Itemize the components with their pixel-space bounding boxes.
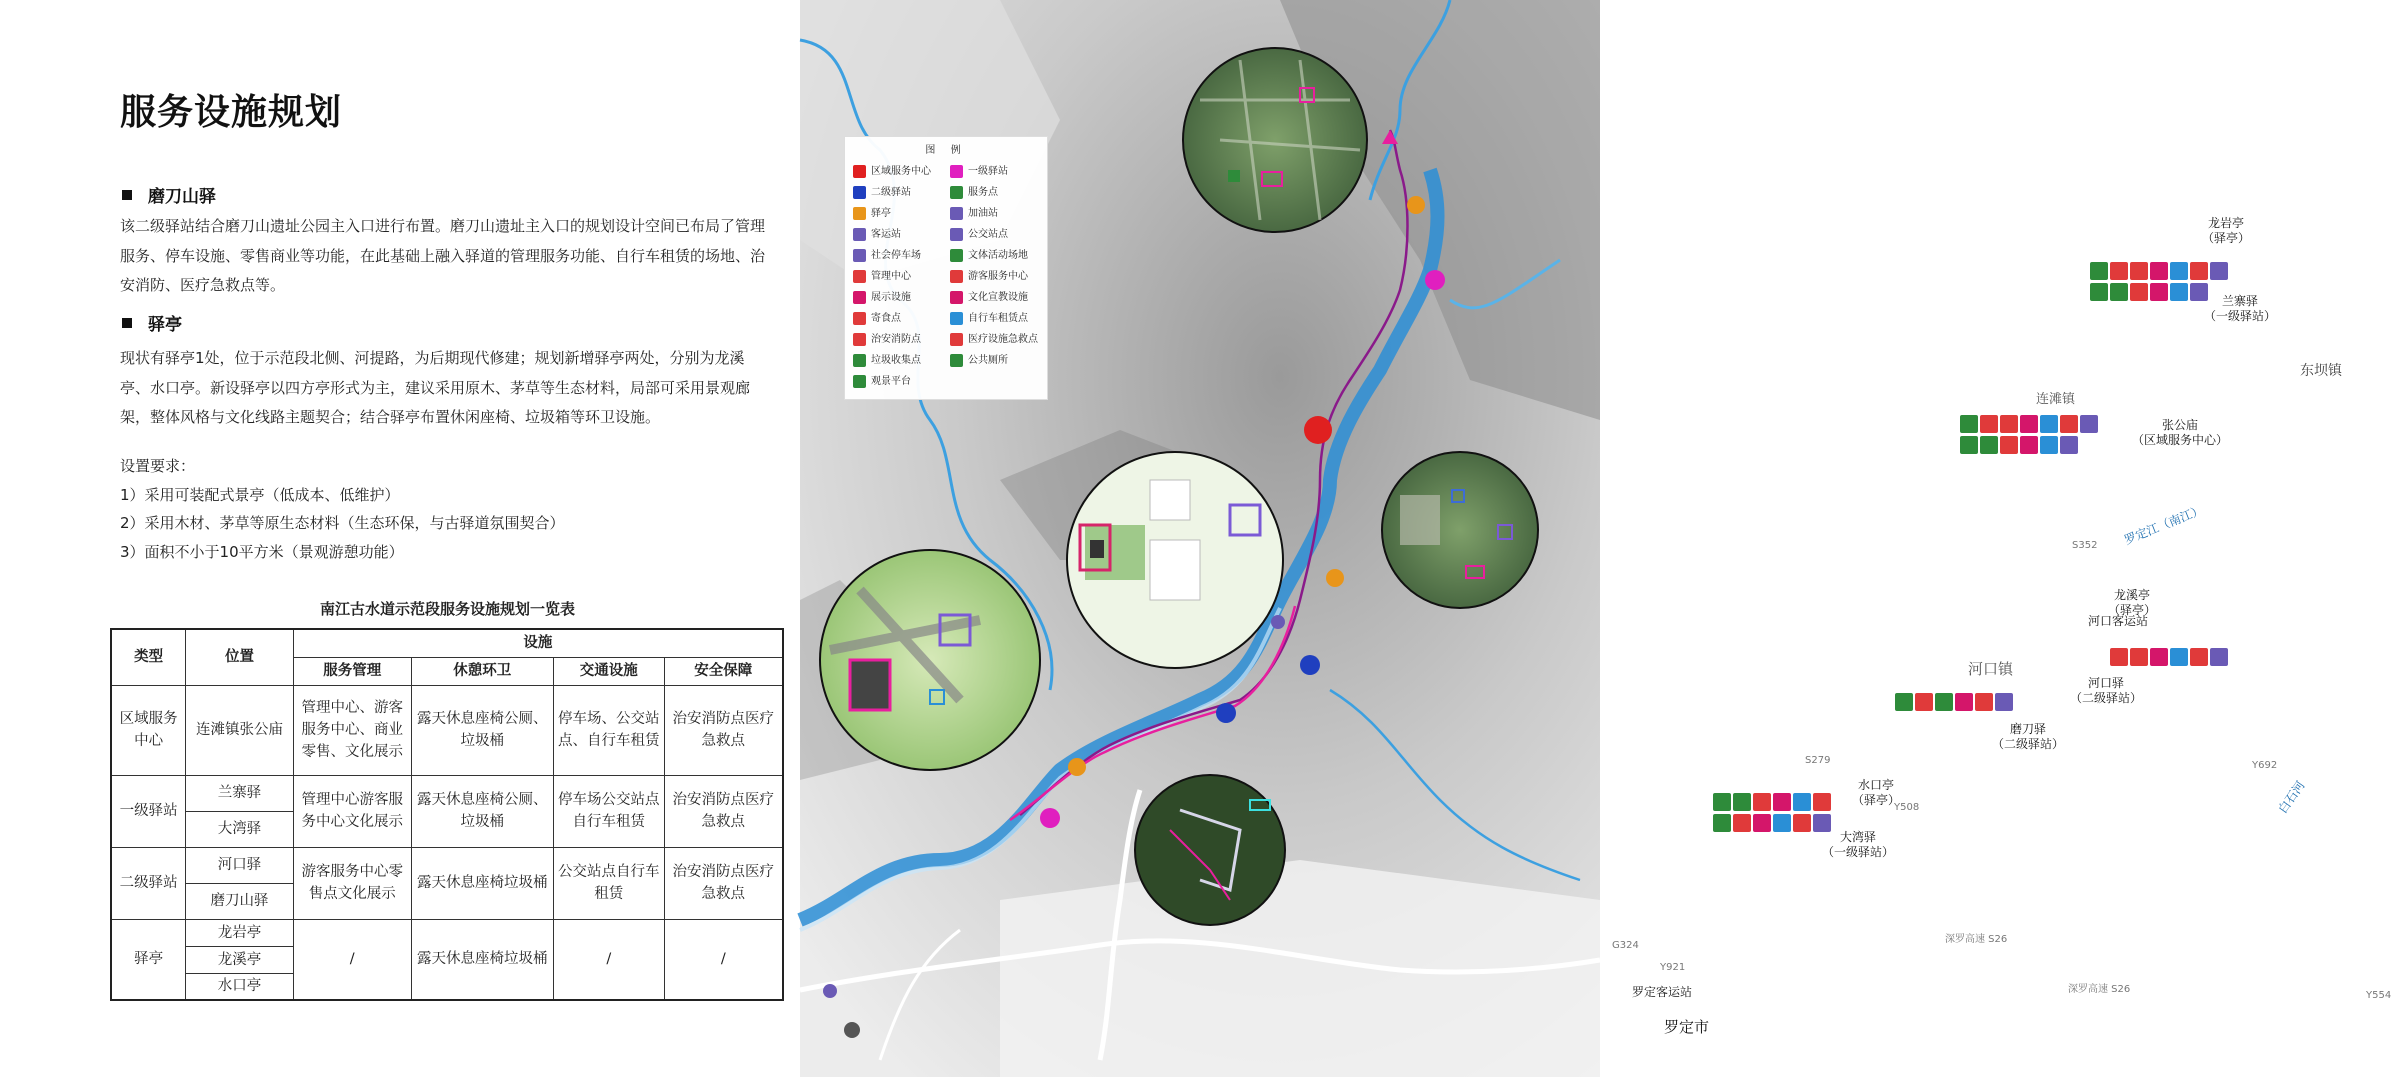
cell-mgmt: / (293, 919, 411, 1000)
label-luoding: 罗定市 (1664, 1018, 1710, 1036)
bullet-square-icon (122, 190, 132, 200)
label-longxi: 龙溪亭 （驿亭） (2108, 588, 2157, 617)
sports-venue-icon (950, 249, 963, 262)
bus-stop-icon (950, 228, 963, 241)
cell-traffic: 停车场公交站点自行车租赁 (553, 775, 664, 847)
culture-education-icon (950, 291, 963, 304)
cell-safety: 治安消防点医疗急救点 (664, 685, 783, 775)
service-icons-modao (1895, 693, 2013, 711)
requirements-list (120, 452, 565, 566)
cell-traffic: / (553, 919, 664, 1000)
gas-station-icon (950, 207, 963, 220)
label-lanzhai: 兰寨驿 （一级驿站） (2204, 294, 2277, 323)
legend-item: 服务点 (950, 183, 998, 199)
security-fire-icon (853, 333, 866, 346)
cell-location: 龙岩亭 (186, 919, 294, 946)
label-dongba: 东坝镇 (2300, 363, 2342, 379)
legend-title: 图 例 (925, 145, 967, 156)
bullet-square-icon (122, 318, 132, 328)
bus-terminal-icon (853, 228, 866, 241)
header-facilities: 设施 (293, 629, 783, 657)
bike-rental-icon (950, 312, 963, 325)
cell-type: 二级驿站 (111, 847, 186, 919)
service-icons-dawan (1713, 793, 1831, 811)
cell-mgmt: 游客服务中心零售点文化展示 (293, 847, 411, 919)
label-road: 深罗高速 S26 (2068, 984, 2131, 995)
food-point-icon (853, 312, 866, 325)
header-safety: 安全保障 (664, 657, 783, 685)
label-dawan: 大湾驿 （一级驿站） (1822, 830, 1895, 859)
cell-location: 兰寨驿 (186, 775, 294, 811)
detail-circle-south (1135, 775, 1285, 925)
cell-rest: 露天休息座椅公厕、垃圾桶 (411, 775, 553, 847)
cell-location: 河口驿 (186, 847, 294, 883)
legend-item: 客运站 (853, 225, 901, 241)
cell-type: 区域服务中心 (111, 685, 186, 775)
table-row (111, 685, 783, 775)
service-icons-lanzhai (2090, 283, 2208, 301)
service-icons-zhanggong (1960, 436, 2078, 454)
cell-location: 大湾驿 (186, 811, 294, 847)
cell-rest: 露天休息座椅垃圾桶 (411, 919, 553, 1000)
cell-mgmt: 管理中心、游客服务中心、商业零售、文化展示 (293, 685, 411, 775)
service-icons-zhanggong (1960, 415, 2098, 433)
section-text-pavilion: 现状有驿亭1处，位于示范段北侧、河提路，为后期现代修建；规划新增驿亭两处，分别为龙溪亭、水口亭。新设驿亭以四方亭形式为主，建议采用原木、茅草等生态材料，局部可采用景观廊架，整体风格与文化线路主题契合；结合驿亭布置休闲座椅、垃圾箱等环卫设施。 (120, 349, 751, 426)
map-legend (844, 136, 1048, 400)
service-icons-dawan (1713, 814, 1831, 832)
legend-item: 文化宣教设施 (950, 288, 1028, 304)
legend-item: 医疗设施急救点 (950, 330, 1038, 346)
cell-rest: 露天休息座椅垃圾桶 (411, 847, 553, 919)
label-road: Y554 (2366, 990, 2391, 1001)
header-mgmt: 服务管理 (293, 657, 411, 685)
legend-item: 治安消防点 (853, 330, 921, 346)
legend-item: 自行车租赁点 (950, 309, 1028, 325)
section-heading-text: 驿亭 (148, 315, 182, 335)
label-lianyao: 连滩镇 (2036, 392, 2076, 407)
legend-item: 寄食点 (853, 309, 901, 325)
label-road: S352 (2072, 540, 2098, 551)
label-road: Y921 (1660, 962, 1686, 973)
label-hekou: 河口驿 （二级驿站） (2070, 676, 2143, 705)
legend-item: 加油站 (950, 204, 998, 220)
requirement-item: 1）采用可装配式景亭（低成本、低维护） (120, 485, 400, 504)
legend-item: 公交站点 (950, 225, 1008, 241)
requirement-item: 3）面积不小于10平方米（景观游憩功能） (120, 542, 404, 561)
service-icons-hekou (2110, 648, 2228, 666)
legend-item: 垃圾收集点 (853, 351, 921, 367)
page-title: 服务设施规划 (120, 92, 343, 133)
visitor-center-icon (950, 270, 963, 283)
text-panel (0, 0, 800, 1077)
regional-center-icon (853, 165, 866, 178)
label-baishi-river: 白石河 (2275, 778, 2308, 816)
legend-item: 公共厕所 (950, 351, 1008, 367)
facilities-table (110, 628, 784, 1001)
label-zhanggong: 张公庙 （区域服务中心） (2132, 418, 2229, 447)
legend-item: 展示设施 (853, 288, 911, 304)
cell-safety: 治安消防点医疗急救点 (664, 847, 783, 919)
legend-item: 管理中心 (853, 267, 911, 283)
viewing-platform-icon (853, 375, 866, 388)
legend-item: 游客服务中心 (950, 267, 1028, 283)
legend-item: 文体活动场地 (950, 246, 1028, 262)
cell-traffic: 停车场、公交站点、自行车租赁 (553, 685, 664, 775)
requirement-item: 2）采用木材、茅草等原生态材料（生态环保，与古驿道氛围契合） (120, 514, 565, 532)
requirements-label: 设置要求： (120, 457, 196, 475)
header-location: 位置 (186, 629, 294, 685)
label-modao: 磨刀驿 （二级驿站） (1992, 722, 2065, 751)
section-heading-text: 磨刀山驿 (148, 187, 216, 207)
detail-circle-north (1183, 48, 1367, 232)
legend-item: 区域服务中心 (853, 162, 931, 178)
label-road: Y692 (2252, 760, 2278, 771)
table-title: 南江古水道示范段服务设施规划一览表 (319, 600, 575, 618)
level2-station-icon (853, 186, 866, 199)
service-icons-lanzhai (2090, 262, 2228, 280)
pavilion-icon (853, 207, 866, 220)
detail-circle-center (1067, 452, 1283, 668)
garbage-icon (853, 354, 866, 367)
site-map (800, 0, 2391, 1077)
cell-mgmt: 管理中心游客服务中心文化展示 (293, 775, 411, 847)
table-row (111, 919, 783, 946)
label-road: G324 (1612, 940, 1639, 951)
cell-location: 龙溪亭 (186, 946, 294, 973)
cell-traffic: 公交站点自行车租赁 (553, 847, 664, 919)
label-road: S279 (1805, 755, 1831, 766)
table-row (111, 847, 783, 883)
level1-station-icon (950, 165, 963, 178)
section-heading-pavilion (122, 310, 182, 335)
header-traffic: 交通设施 (553, 657, 664, 685)
header-type: 类型 (111, 629, 186, 685)
toilet-icon (950, 354, 963, 367)
management-center-icon (853, 270, 866, 283)
legend-item: 社会停车场 (853, 246, 921, 262)
legend-item: 二级驿站 (853, 183, 911, 199)
label-road: 深罗高速 S26 (1945, 934, 2008, 945)
label-luoding-bus: 罗定客运站 (1632, 985, 1693, 999)
label-shuikou: 水口亭 （驿亭） (1852, 778, 1901, 807)
detail-circle-west (820, 550, 1040, 770)
cell-location: 连滩镇张公庙 (186, 685, 294, 775)
label-road: Y508 (1894, 802, 1920, 813)
cell-location: 磨刀山驿 (186, 883, 294, 919)
legend-item: 驿亭 (853, 204, 891, 220)
cell-location: 水口亭 (186, 973, 294, 1000)
label-hekou-bus: 河口客运站 (2088, 614, 2149, 628)
detail-circle-east (1382, 452, 1538, 608)
label-hekou-town: 河口镇 (1968, 660, 2014, 678)
cell-type: 一级驿站 (111, 775, 186, 847)
table-row (111, 775, 783, 811)
legend-item: 一级驿站 (950, 162, 1008, 178)
exhibition-icon (853, 291, 866, 304)
section-heading-modaoshan (122, 182, 216, 207)
cell-safety: / (664, 919, 783, 1000)
medical-icon (950, 333, 963, 346)
label-river: 罗定江（南江） (2122, 502, 2206, 548)
section-text-modaoshan: 该二级驿站结合磨刀山遗址公园主入口进行布置。磨刀山遗址主入口的规划设计空间已布局了管理服务、停车设施、零售商业等功能，在此基础上融入驿道的管理服务功能、自行车租赁的场地、治安消防、医疗急救点等。 (120, 217, 766, 294)
parking-icon (853, 249, 866, 262)
label-longyan: 龙岩亭 （驿亭） (2202, 216, 2251, 245)
header-rest: 休憩环卫 (411, 657, 553, 685)
service-point-icon (950, 186, 963, 199)
cell-type: 驿亭 (111, 919, 186, 1000)
cell-safety: 治安消防点医疗急救点 (664, 775, 783, 847)
cell-rest: 露天休息座椅公厕、垃圾桶 (411, 685, 553, 775)
legend-item: 观景平台 (853, 372, 911, 388)
